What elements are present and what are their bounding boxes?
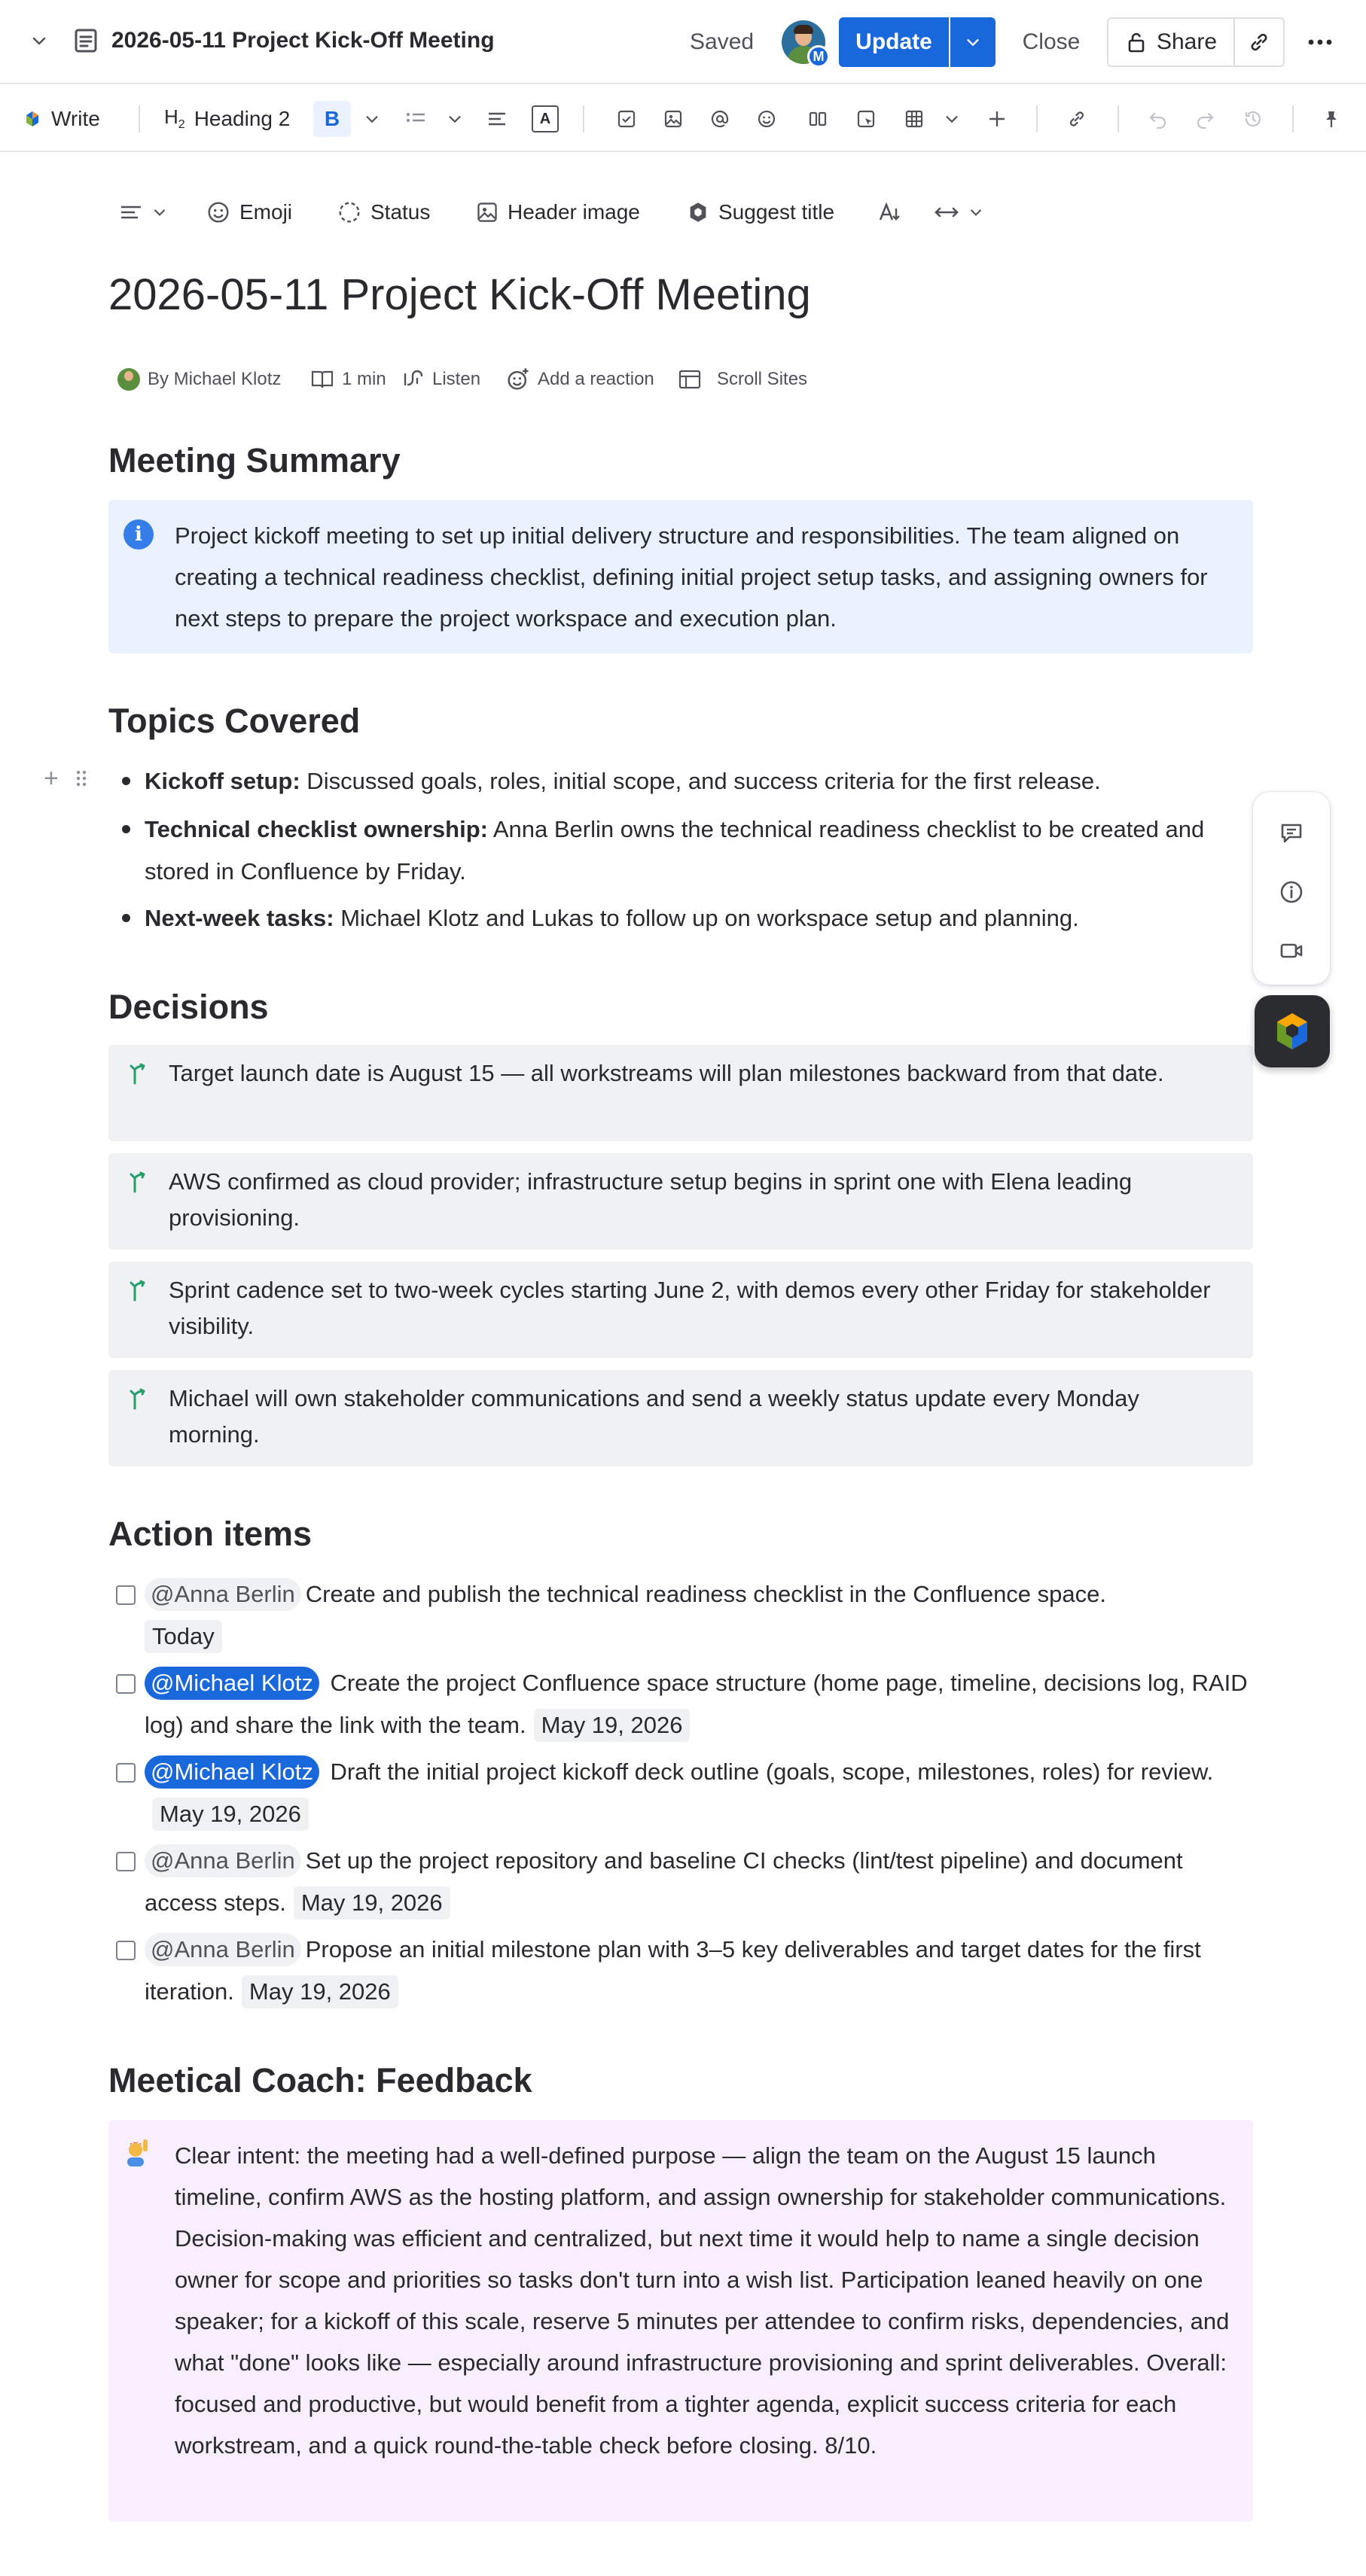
add-status-button[interactable] bbox=[337, 193, 430, 232]
insert-block-plus-icon[interactable]: + bbox=[44, 764, 59, 793]
bullet-dot bbox=[122, 914, 130, 922]
action-checkbox[interactable] bbox=[116, 1674, 136, 1694]
comment-icon bbox=[1279, 821, 1304, 846]
bullet-list-icon bbox=[405, 110, 426, 128]
embed-icon bbox=[856, 109, 876, 129]
undo-button[interactable] bbox=[1143, 101, 1173, 137]
action-text: Propose an initial milestone plan with 3–5 key deliverables and target dates for the first iteration. bbox=[145, 1936, 1201, 2005]
scroll-sites-label: Scroll Sites bbox=[717, 369, 808, 389]
due-date[interactable]: May 19, 2026 bbox=[242, 1975, 398, 2008]
smart-link-button[interactable] bbox=[851, 101, 881, 137]
add-emoji-button[interactable] bbox=[206, 193, 292, 232]
decision-icon bbox=[125, 1170, 151, 1195]
side-actions-panel bbox=[1253, 792, 1330, 985]
copy-link-button[interactable] bbox=[1235, 17, 1285, 67]
text-size-button[interactable] bbox=[878, 193, 904, 232]
expand-width-icon bbox=[934, 202, 959, 222]
avatar-badge: M bbox=[807, 45, 830, 68]
pin-icon bbox=[1322, 109, 1340, 129]
note-panel[interactable] bbox=[108, 2120, 1253, 2522]
page-icon bbox=[72, 27, 99, 54]
redo-button[interactable] bbox=[1190, 101, 1220, 137]
heading-decisions[interactable]: Decisions bbox=[108, 988, 269, 1026]
unlock-icon bbox=[1125, 31, 1148, 53]
topic-text: Discussed goals, roles, initial scope, and success criteria for the first release. bbox=[300, 768, 1101, 794]
more-actions-button[interactable] bbox=[1295, 17, 1345, 67]
suggest-title-label: Suggest title bbox=[718, 200, 835, 224]
mention-button[interactable] bbox=[705, 101, 735, 137]
emoji-icon bbox=[206, 200, 230, 224]
action-checkbox[interactable] bbox=[116, 1941, 136, 1960]
action-item[interactable] bbox=[108, 1751, 1253, 1835]
reading-time bbox=[310, 363, 386, 396]
action-item[interactable] bbox=[108, 1929, 1253, 2013]
suggest-title-button[interactable] bbox=[687, 193, 834, 232]
chevron-down-icon bbox=[447, 111, 463, 127]
history-button[interactable] bbox=[1238, 101, 1268, 137]
action-checkbox[interactable] bbox=[116, 1763, 136, 1783]
bullet-dot bbox=[122, 777, 130, 785]
redo-icon bbox=[1195, 109, 1215, 129]
list-item[interactable] bbox=[145, 897, 1253, 939]
text-style-dropdown[interactable] bbox=[164, 101, 290, 137]
layout-columns-icon bbox=[808, 109, 828, 129]
decision-text: Target launch date is August 15 — all workstreams will plan milestones backward from that date. bbox=[169, 1060, 1164, 1086]
layouts-button[interactable] bbox=[803, 101, 833, 137]
listen-button[interactable] bbox=[402, 363, 480, 396]
author-name: By Michael Klotz bbox=[148, 369, 282, 389]
editor-toolbar bbox=[0, 86, 1366, 152]
action-item[interactable] bbox=[108, 1662, 1253, 1746]
listen-label: Listen bbox=[432, 369, 481, 389]
toolbar-divider bbox=[1292, 105, 1294, 132]
list-item[interactable] bbox=[145, 760, 1253, 802]
topic-title: Next-week tasks: bbox=[145, 905, 334, 931]
info-icon: i bbox=[123, 519, 154, 550]
history-icon bbox=[1243, 109, 1263, 129]
topic-title: Kickoff setup: bbox=[145, 768, 300, 794]
share-label: Share bbox=[1156, 29, 1218, 54]
due-date[interactable]: May 19, 2026 bbox=[152, 1798, 309, 1831]
rovo-assistant-button[interactable] bbox=[1255, 995, 1330, 1067]
action-item[interactable] bbox=[108, 1840, 1253, 1924]
text-style-label: Heading 2 bbox=[194, 107, 291, 130]
coach-feedback-text: Clear intent: the meeting had a well-defined purpose — align the team on the August 15 launch timeline, confirm AWS as the hosting platform, and assign ownership for stakeholder communications. Decision-making was efficient and centralized, but next time it would help to name a single decision owner for scope and priorities so tasks don't turn into a wish list. Participation leaned heavily on one speaker; for a kickoff of this scale, reserve 5 minutes per attendee to confirm risks, dependencies, and what "done" looks like — especially around infrastructure provisioning and sprint deliverables. Overall: focused and productive, but would benefit from a tighter agenda, explicit success criteria for each workstream, and a quick round-the-table check before closing. 8/10. bbox=[175, 2142, 1230, 2459]
page-details-button[interactable] bbox=[1276, 876, 1307, 908]
decision-text: Sprint cadence set to two-week cycles starting June 2, with demos every other Friday for stakeholder visibility. bbox=[169, 1277, 1211, 1339]
list-dropdown[interactable] bbox=[440, 101, 470, 137]
update-button[interactable]: Update bbox=[839, 17, 949, 67]
decision-item[interactable] bbox=[108, 1262, 1253, 1358]
status-icon bbox=[337, 200, 361, 224]
action-text: Create and publish the technical readiness checklist in the Confluence space. bbox=[305, 1581, 1106, 1607]
checkbox-icon bbox=[617, 109, 636, 129]
undo-icon bbox=[1148, 109, 1168, 129]
due-date[interactable]: Today bbox=[145, 1620, 222, 1653]
heading-meeting-summary[interactable]: Meeting Summary bbox=[108, 441, 401, 480]
text-size-icon bbox=[878, 201, 904, 224]
decision-item[interactable] bbox=[108, 1153, 1253, 1250]
list-item[interactable] bbox=[145, 808, 1253, 893]
author-avatar bbox=[117, 368, 140, 391]
video-button[interactable] bbox=[1276, 935, 1307, 967]
add-reaction-label: Add a reaction bbox=[538, 369, 654, 389]
decision-text: AWS confirmed as cloud provider; infrastructure setup begins in sprint one with Elena leading provisioning. bbox=[169, 1168, 1133, 1231]
mode-switch[interactable] bbox=[23, 101, 100, 137]
update-dropdown-button[interactable] bbox=[950, 17, 996, 67]
action-text: Create the project Confluence space structure (home page, timeline, decisions log, RAID log) and share the link with the team. bbox=[145, 1670, 1248, 1738]
book-icon bbox=[310, 368, 334, 391]
page-width-dropdown[interactable] bbox=[934, 193, 983, 232]
image-icon bbox=[476, 201, 499, 224]
user-mention[interactable]: @Michael Klotz bbox=[145, 1755, 319, 1789]
chevron-down-icon bbox=[968, 205, 983, 220]
topic-text: Anna Berlin owns the technical readiness checklist to be created and stored in Confluence by Friday. bbox=[145, 816, 1205, 885]
table-icon bbox=[904, 109, 924, 129]
insert-more-button[interactable] bbox=[982, 101, 1012, 137]
action-item[interactable] bbox=[108, 1573, 1253, 1658]
align-left-icon bbox=[486, 110, 508, 128]
topic-title: Technical checklist ownership: bbox=[145, 816, 488, 842]
table-dropdown[interactable] bbox=[937, 101, 967, 137]
link-icon bbox=[1067, 109, 1087, 129]
reading-time-label: 1 min bbox=[342, 369, 386, 389]
video-icon bbox=[1279, 938, 1304, 964]
share-button[interactable] bbox=[1107, 17, 1235, 67]
chevron-down-icon bbox=[364, 111, 380, 127]
rovo-icon bbox=[1273, 1011, 1311, 1052]
pin-toolbar-button[interactable] bbox=[1316, 101, 1346, 137]
toolbar-divider bbox=[1036, 105, 1038, 132]
decision-item[interactable] bbox=[108, 1370, 1253, 1466]
link-icon bbox=[1248, 31, 1270, 53]
scroll-sites-button[interactable] bbox=[678, 363, 807, 396]
page-breadcrumb-title: 2026-05-11 Project Kick-Off Meeting bbox=[111, 28, 495, 53]
emoji-button[interactable] bbox=[752, 101, 782, 137]
add-reaction-icon bbox=[506, 367, 530, 391]
person-raising-hand-icon bbox=[122, 2138, 152, 2168]
summary-text: Project kickoff meeting to set up initial delivery structure and responsibilities. The team aligned on creating a technical readiness checklist, defining initial project setup tasks, and assigning owners for next steps to prepare the project workspace and execution plan. bbox=[175, 522, 1208, 632]
plus-icon bbox=[987, 109, 1007, 129]
heading-level: 2 bbox=[178, 118, 185, 132]
heading-meetical-coach[interactable]: Meetical Coach: Feedback bbox=[108, 2061, 532, 2099]
action-checkbox[interactable] bbox=[116, 1585, 136, 1605]
mention-icon bbox=[710, 109, 730, 129]
bullet-dot bbox=[122, 825, 130, 833]
collapse-chevron-icon[interactable] bbox=[26, 27, 53, 54]
heading-action-items[interactable]: Action items bbox=[108, 1515, 313, 1553]
action-item-button[interactable] bbox=[611, 101, 642, 137]
block-handles bbox=[44, 765, 87, 792]
decision-icon bbox=[125, 1387, 151, 1412]
ai-hexagon-icon bbox=[687, 201, 709, 224]
user-mention[interactable]: @Anna Berlin bbox=[145, 1578, 301, 1611]
status-label: Status bbox=[370, 200, 431, 224]
user-mention[interactable]: @Michael Klotz bbox=[145, 1667, 319, 1700]
scroll-sites-icon bbox=[678, 368, 702, 391]
add-header-image-button[interactable] bbox=[476, 193, 640, 232]
content-width-dropdown[interactable] bbox=[119, 193, 167, 232]
decision-icon bbox=[125, 1278, 151, 1304]
mode-label: Write bbox=[51, 107, 100, 130]
info-icon bbox=[1279, 879, 1304, 905]
close-button[interactable]: Close bbox=[1022, 29, 1081, 54]
header-image-label: Header image bbox=[508, 200, 640, 224]
more-icon bbox=[1307, 38, 1333, 46]
emoji-icon bbox=[757, 109, 776, 129]
action-text: Draft the initial project kickoff deck outline (goals, scope, milestones, roles) for review. bbox=[330, 1758, 1214, 1785]
saved-status: Saved bbox=[690, 29, 755, 54]
decision-text: Michael will own stakeholder communications and send a weekly status update every Monday morning. bbox=[169, 1385, 1139, 1448]
image-icon bbox=[663, 109, 683, 129]
bullet-list-button[interactable] bbox=[401, 101, 431, 137]
formatting-dropdown[interactable] bbox=[357, 101, 387, 137]
toolbar-divider bbox=[1117, 105, 1119, 132]
alignment-button[interactable] bbox=[482, 101, 512, 137]
page-title[interactable]: 2026-05-11 Project Kick-Off Meeting bbox=[108, 270, 811, 319]
drag-handle-icon[interactable] bbox=[75, 768, 87, 789]
listen-icon bbox=[402, 368, 425, 391]
insert-link-button[interactable] bbox=[1062, 101, 1092, 137]
table-button[interactable] bbox=[899, 101, 929, 137]
toolbar-divider bbox=[139, 105, 140, 132]
emoji-label: Emoji bbox=[239, 200, 293, 224]
heading-topics-covered[interactable]: Topics Covered bbox=[108, 702, 361, 740]
text-color-icon: A bbox=[532, 105, 559, 132]
byline-author[interactable] bbox=[117, 363, 281, 396]
due-date[interactable]: May 19, 2026 bbox=[534, 1709, 691, 1742]
text-color-button[interactable] bbox=[530, 101, 560, 137]
action-checkbox[interactable] bbox=[116, 1852, 136, 1871]
decision-item[interactable] bbox=[108, 1045, 1253, 1141]
image-button[interactable] bbox=[658, 101, 688, 137]
action-text: Set up the project repository and baseline CI checks (lint/test pipeline) and document access steps. bbox=[145, 1847, 1183, 1916]
chevron-down-icon bbox=[152, 205, 167, 220]
add-reaction-button[interactable] bbox=[506, 363, 654, 396]
write-mode-icon bbox=[23, 109, 42, 129]
user-mention[interactable]: @Anna Berlin bbox=[145, 1844, 301, 1877]
bold-button[interactable]: B bbox=[313, 101, 351, 137]
toolbar-divider bbox=[583, 105, 584, 132]
due-date[interactable]: May 19, 2026 bbox=[294, 1886, 450, 1920]
top-bar bbox=[0, 0, 1366, 84]
chevron-down-icon bbox=[944, 111, 960, 127]
heading-icon: $H_2$ bbox=[164, 105, 185, 132]
user-mention[interactable]: @Anna Berlin bbox=[145, 1933, 301, 1966]
decision-icon bbox=[125, 1061, 151, 1087]
align-icon bbox=[119, 202, 143, 223]
info-panel[interactable] bbox=[108, 500, 1253, 653]
comments-button[interactable] bbox=[1276, 818, 1307, 849]
topic-text: Michael Klotz and Lukas to follow up on workspace setup and planning. bbox=[334, 905, 1079, 931]
